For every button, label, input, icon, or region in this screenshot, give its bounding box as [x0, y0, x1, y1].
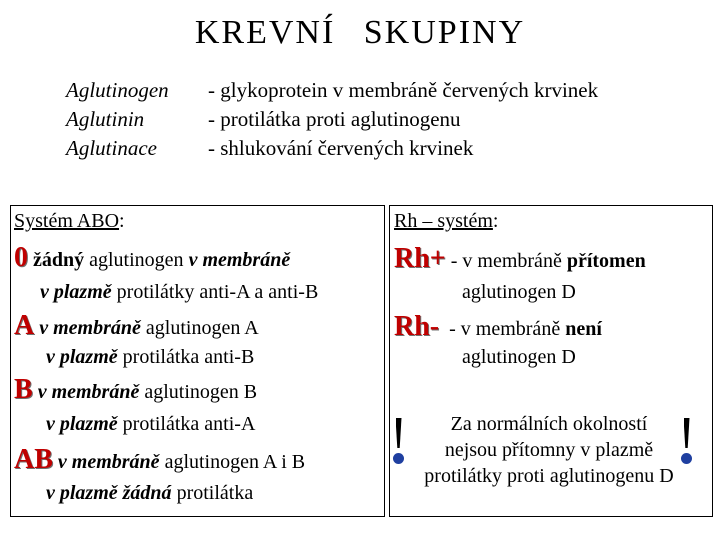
page-title: KREVNÍ SKUPINY	[194, 14, 526, 51]
group-ab-line2-a: v plazmě žádná	[46, 482, 172, 504]
rh-note-line: protilátky proti aglutinogenu D	[424, 465, 674, 487]
group-b-line1-a: v membráně	[37, 381, 140, 403]
group-0-line1-a: žádný	[33, 249, 85, 271]
abo-group-ab-plasma	[46, 482, 253, 505]
definitions-terms	[66, 76, 169, 163]
group-label: A	[14, 310, 35, 341]
group-b-line2-b: protilátka anti-A	[117, 413, 256, 435]
group-a-line1-a: v membráně	[39, 317, 141, 339]
group-0-line2-a: v plazmě	[40, 281, 112, 303]
abo-group-a-plasma	[46, 346, 254, 369]
group-a-line2-a: v plazmě	[46, 346, 118, 368]
abo-heading-colon: :	[119, 210, 125, 232]
group-0-line1-b: aglutinogen	[84, 249, 189, 271]
rh-negative-label: Rh-	[394, 311, 440, 342]
rh-negative	[394, 311, 602, 343]
group-ab-line1-b: aglutinogen A i B	[159, 451, 306, 473]
rh-positive	[394, 243, 646, 275]
rh-negative-line1-b: není	[565, 318, 602, 340]
group-label: 0	[14, 242, 28, 273]
rh-positive-line1-b: přítomen	[566, 250, 646, 272]
group-a-line2-b: protilátka anti-B	[117, 346, 255, 368]
group-b-line2-a: v plazmě	[46, 413, 118, 435]
group-b-line1-b: aglutinogen B	[139, 381, 258, 403]
rh-positive-line1-a: - v membráně	[445, 250, 567, 272]
rh-heading-colon: :	[492, 210, 499, 232]
rh-negative-line1-a: - v membráně	[439, 318, 566, 340]
abo-group-ab	[14, 444, 305, 476]
abo-group-0-plasma	[40, 281, 318, 304]
group-ab-line1-a: v membráně	[57, 451, 160, 473]
definitions-descriptions	[208, 76, 598, 163]
rh-note-line: Za normálních okolností	[450, 413, 648, 435]
definition-desc: - shlukování červených krvinek	[208, 136, 474, 160]
group-label: B	[14, 374, 33, 405]
rh-note	[398, 411, 700, 489]
abo-group-a	[14, 310, 259, 342]
group-0-line1-c: v membráně	[188, 249, 291, 271]
group-ab-line2-b: protilátka	[171, 482, 254, 504]
group-a-line1-b: aglutinogen A	[140, 317, 259, 339]
abo-heading	[14, 210, 125, 233]
rh-heading-text: Rh – systém	[394, 210, 493, 232]
rh-note-line: nejsou přítomny v plazmě	[444, 439, 654, 461]
definition-desc: - glykoprotein v membráně červených krvinek	[208, 78, 599, 102]
definition-term: Aglutinogen	[66, 78, 169, 102]
group-0-line2-b: protilátky anti-A a anti-B	[111, 281, 319, 303]
rh-negative-line2: aglutinogen D	[462, 346, 576, 368]
definition-term: Aglutinace	[66, 136, 157, 160]
rh-heading	[394, 210, 498, 233]
abo-group-0	[14, 242, 290, 274]
abo-group-b	[14, 374, 257, 406]
abo-group-b-plasma	[46, 413, 255, 436]
rh-positive-line2: aglutinogen D	[462, 281, 576, 303]
rh-positive-label: Rh+	[394, 243, 446, 274]
abo-heading-text: Systém ABO	[14, 210, 120, 232]
definition-term: Aglutinin	[66, 107, 145, 131]
definition-desc: - protilátka proti aglutinogenu	[208, 107, 461, 131]
group-label: AB	[14, 444, 53, 475]
